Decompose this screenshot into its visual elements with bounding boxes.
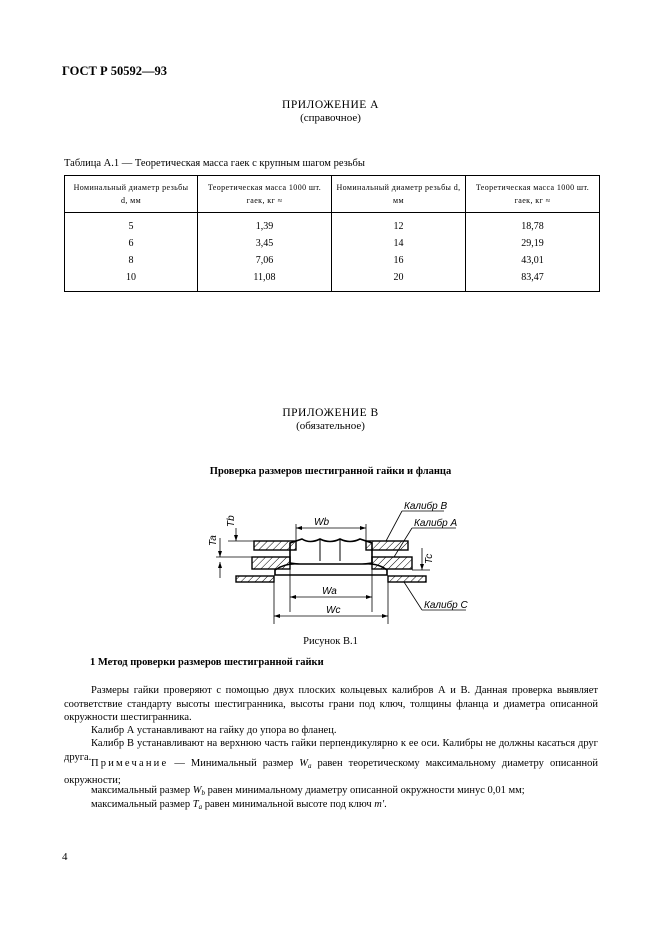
gauge-a-label: Калибр А xyxy=(414,518,458,529)
note-text: максимальный размер xyxy=(91,799,193,810)
var-sub: a xyxy=(307,762,312,770)
wc-label: Wc xyxy=(326,605,341,616)
table-row xyxy=(65,252,600,269)
appendix-b-title: ПРИЛОЖЕНИЕ В xyxy=(282,407,379,419)
table-cell: 7,06 xyxy=(198,252,332,269)
table-cell: 11,08 xyxy=(198,269,332,292)
table-header-cell: Номинальный диаметр резьбы d, мм xyxy=(65,176,198,213)
table-cell: 43,01 xyxy=(466,252,600,269)
gauge-b-left xyxy=(254,541,296,550)
table-cell: 12 xyxy=(332,213,466,236)
figure-caption: Рисунок В.1 xyxy=(303,636,358,647)
nut-flange xyxy=(275,564,387,575)
var-sub: b xyxy=(201,789,205,797)
document-code: ГОСТ Р 50592—93 xyxy=(62,64,168,78)
table-row xyxy=(65,235,600,252)
table-cell: 83,47 xyxy=(466,269,600,292)
nut-body xyxy=(290,539,372,566)
table-cell: 1,39 xyxy=(198,213,332,236)
gauge-figure xyxy=(190,498,490,628)
gauge-b-right xyxy=(366,541,408,550)
table-cell: 29,19 xyxy=(466,235,600,252)
table-caption: Таблица А.1 — Теоретическая масса гаек с крупным шагом резьбы xyxy=(64,158,365,169)
wb-label: Wb xyxy=(314,517,329,528)
table-cell: 8 xyxy=(65,252,198,269)
table-header-cell: Теоретическая масса 1000 шт. гаек, кг ≈ xyxy=(198,176,332,213)
note-text: максимальный размер xyxy=(91,785,193,796)
var-t: T xyxy=(192,799,199,810)
table-cell: 5 xyxy=(65,213,198,236)
paragraph: Размеры гайки проверяют с помощью двух плоских кольцевых калибров А и В. Данная проверка выявляет соответствие стандарту высоты шестигранника, высоты грани под ключ, толщины фланца и диаметра описанной окружности шестигранника. xyxy=(64,685,598,723)
table-row xyxy=(65,269,600,292)
gauge-b-label: Калибр В xyxy=(404,501,448,512)
note-text: равен минимальной высоте под ключ xyxy=(202,799,375,810)
var-w: W xyxy=(192,785,202,796)
appendix-a-title: ПРИЛОЖЕНИЕ А xyxy=(282,99,379,111)
note-label: Примечание xyxy=(91,758,169,769)
paragraph: Калибр А устанавливают на гайку до упора во фланец. xyxy=(91,725,337,736)
tb-label: Tb xyxy=(226,515,237,527)
appendix-b-subtitle: (обязательное) xyxy=(296,420,365,432)
table-cell: 10 xyxy=(65,269,198,292)
note-text: равен минимальному диаметру описанной окружности минус 0,01 мм; xyxy=(204,785,525,796)
table-cell: 16 xyxy=(332,252,466,269)
gauge-c-left xyxy=(236,576,274,582)
var-m: m' xyxy=(374,799,385,810)
ta-label: Ta xyxy=(208,535,219,546)
table-cell: 18,78 xyxy=(466,213,600,236)
tc-label: Tc xyxy=(424,553,435,564)
table-cell: 20 xyxy=(332,269,466,292)
mass-table xyxy=(64,175,600,292)
gauge-c-label: Калибр С xyxy=(424,600,468,611)
gauge-c-right xyxy=(388,576,426,582)
note-text: — Минимальный размер xyxy=(168,758,300,769)
var-sub: a xyxy=(198,803,203,811)
note-text: . xyxy=(384,799,387,810)
table-cell: 14 xyxy=(332,235,466,252)
table-cell: 3,45 xyxy=(198,235,332,252)
gauge-a-left xyxy=(252,557,290,569)
table-header-cell: Номинальный диаметр резьбы d, мм xyxy=(332,176,466,213)
section-title: Проверка размеров шестигранной гайки и фланца xyxy=(209,466,452,477)
wa-label: Wa xyxy=(322,586,337,597)
appendix-a-subtitle: (справочное) xyxy=(300,112,361,124)
table-row xyxy=(65,213,600,236)
page-number: 4 xyxy=(62,851,68,863)
note-text: равен теоретическому максимальному диаметру описанной окружности; xyxy=(64,758,598,786)
table-header-cell: Теоретическая масса 1000 шт. гаек, кг ≈ xyxy=(466,176,600,213)
note xyxy=(64,757,598,787)
section-heading: 1 Метод проверки размеров шестигранной гайки xyxy=(90,657,324,668)
note-line xyxy=(64,798,598,815)
gauge-a-right xyxy=(372,557,412,569)
paragraph: Калибр В устанавливают на верхнюю часть гайки перпендикулярно к ее оси. Калибры не должны касаться друг друга. xyxy=(64,738,598,763)
var-w: W xyxy=(299,758,308,769)
table-cell: 6 xyxy=(65,235,198,252)
